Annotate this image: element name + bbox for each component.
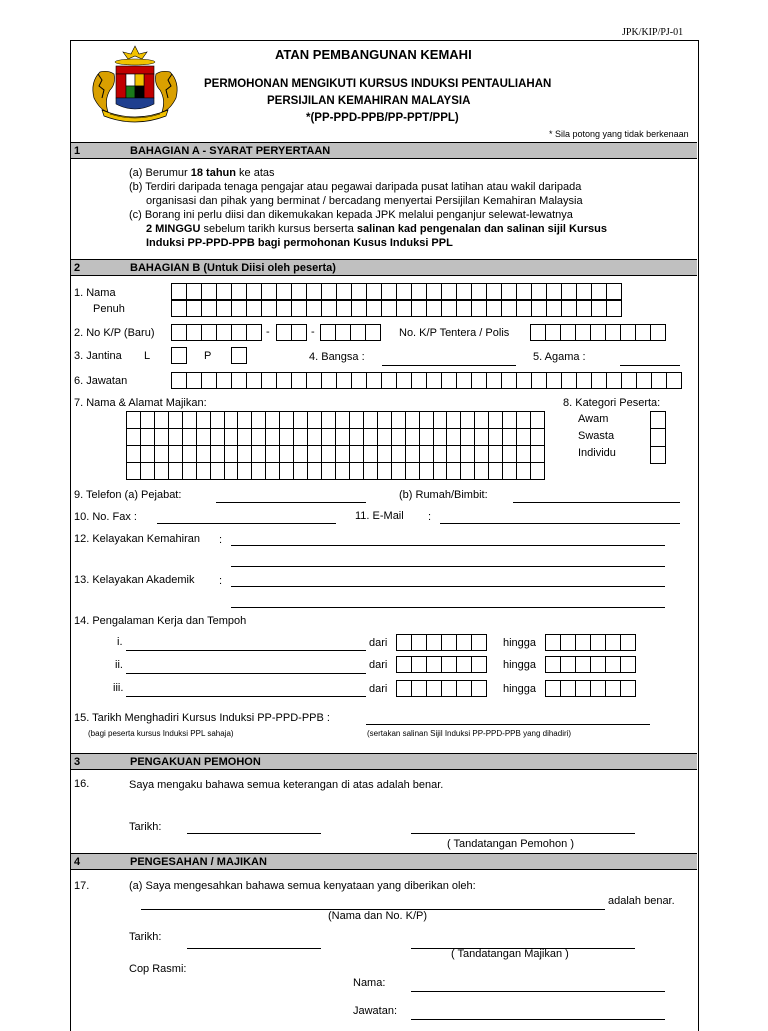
employer-signature-label: ( Tandatangan Majikan ): [451, 948, 569, 960]
category-individu: Individu: [578, 447, 616, 459]
category-boxes[interactable]: [650, 411, 666, 464]
strike-note: * Sila potong yang tidak berkenaan: [549, 129, 689, 139]
employer-address-grid[interactable]: [126, 411, 545, 480]
gender-l-box[interactable]: [171, 347, 187, 364]
section-2-title: BAHAGIAN B (Untuk Diisi oleh peserta): [130, 262, 336, 274]
section-2-number: 2: [74, 262, 81, 274]
employer-name-line[interactable]: [411, 991, 665, 992]
position-label: 6. Jawatan: [74, 375, 128, 387]
category-label: 8. Kategori Peserta:: [563, 397, 661, 409]
requirement-b-line2: organisasi dan pihak yang berminat / bercadang menyertai Persijilan Kemahiran Malaysia: [146, 195, 583, 207]
experience-1-dari: dari: [369, 637, 388, 649]
phone-label: 9. Telefon (a) Pejabat:: [74, 489, 182, 501]
section-4-title: PENGESAHAN / MAJIKAN: [130, 856, 267, 868]
applicant-declaration: Saya mengaku bahawa semua keterangan di atas adalah benar.: [129, 779, 444, 791]
home-phone-line[interactable]: [513, 502, 680, 503]
applicant-signature-line[interactable]: [411, 833, 635, 834]
category-swasta: Swasta: [578, 430, 615, 442]
experience-1-label: i.: [117, 636, 123, 648]
requirement-c-line3: Induksi PP-PPD-PPB bagi permohonan Kusus Induksi PPL: [146, 237, 453, 249]
category-awam: Awam: [578, 413, 609, 425]
section-1-number: 1: [74, 145, 81, 157]
employer-position-line[interactable]: [411, 1019, 665, 1020]
induction-date-line[interactable]: [366, 724, 650, 725]
requirement-c-line1: (c) Borang ini perlu diisi dan dikemukakan kepada JPK melalui penganjur selewat-lewatnya: [129, 209, 573, 221]
experience-label: 14. Pengalaman Kerja dan Tempoh: [74, 615, 247, 627]
item-16-number: 16.: [74, 778, 90, 790]
race-line[interactable]: [382, 365, 516, 366]
form-title-line1: PERMOHONAN MENGIKUTI KURSUS INDUKSI PENTAULIAHAN: [204, 78, 552, 90]
academic-qualification-label: 13. Kelayakan Akademik: [74, 574, 195, 586]
experience-1-from-boxes[interactable]: [396, 634, 487, 651]
employer-position-label: Jawatan:: [353, 1005, 398, 1017]
experience-2-to-boxes[interactable]: [545, 656, 636, 673]
section-3-number: 3: [74, 756, 81, 768]
requirement-c-line2: 2 MINGGU sebelum tarikh kursus berserta salinan kad pengenalan dan salinan sijil Kursus: [146, 223, 607, 235]
full-name-boxes-row2[interactable]: [171, 300, 622, 317]
ic-part1-boxes[interactable]: [171, 324, 262, 341]
experience-1-to-boxes[interactable]: [545, 634, 636, 651]
ic-dash-1: -: [266, 326, 270, 338]
experience-2-line[interactable]: [126, 673, 366, 674]
academic-line-1[interactable]: [231, 586, 665, 587]
full-name-boxes-row1[interactable]: [171, 283, 622, 300]
agency-name: ATAN PEMBANGUNAN KEMAHI: [275, 47, 472, 62]
coat-of-arms-emblem: [80, 44, 190, 126]
employer-date-label: Tarikh:: [129, 931, 162, 943]
academic-line-2[interactable]: [231, 607, 665, 608]
employer-certification: (a) Saya mengesahkan bahawa semua kenyataan yang diberikan oleh:: [129, 880, 476, 892]
experience-3-from-boxes[interactable]: [396, 680, 487, 697]
gender-p-box[interactable]: [231, 347, 247, 364]
skill-qualification-label: 12. Kelayakan Kemahiran: [74, 533, 200, 545]
form-title-line2: PERSIJILAN KEMAHIRAN MALAYSIA: [267, 95, 471, 107]
gender-label: 3. Jantina: [74, 350, 122, 362]
applicant-date-line[interactable]: [187, 833, 321, 834]
home-phone-label: (b) Rumah/Bimbit:: [399, 489, 488, 501]
document-code: JPK/KIP/PJ-01: [622, 27, 684, 38]
experience-3-line[interactable]: [126, 696, 366, 697]
name-label: 1. Nama: [74, 287, 116, 299]
item-17-number: 17.: [74, 880, 90, 892]
military-ic-label: No. K/P Tentera / Polis: [399, 327, 510, 339]
military-ic-boxes[interactable]: [530, 324, 666, 341]
name-label-2: Penuh: [93, 303, 125, 315]
skill-line-1[interactable]: [231, 545, 665, 546]
applicant-date-label: Tarikh:: [129, 821, 162, 833]
gender-l-label: L: [144, 350, 151, 362]
ic-part3-boxes[interactable]: [320, 324, 381, 341]
position-boxes[interactable]: [171, 372, 682, 389]
ic-dash-2: -: [311, 326, 315, 338]
official-stamp-label: Cop Rasmi:: [129, 963, 187, 975]
applicant-signature-label: ( Tandatangan Pemohon ): [447, 838, 574, 850]
experience-3-dari: dari: [369, 683, 388, 695]
induction-date-note-2: (sertakan salinan Sijil Induksi PP-PPD-PPB yang dihadiri): [367, 729, 572, 738]
academic-colon: :: [219, 575, 223, 587]
induction-date-label: 15. Tarikh Menghadiri Kursus Induksi PP-PPD-PPB :: [74, 712, 330, 724]
experience-2-dari: dari: [369, 659, 388, 671]
ic-label: 2. No K/P (Baru): [74, 327, 155, 339]
employer-label: 7. Nama & Alamat Majikan:: [74, 397, 207, 409]
experience-1-hingga: hingga: [503, 637, 537, 649]
gender-p-label: P: [204, 350, 212, 362]
requirement-b-line1: (b) Terdiri daripada tenaga pengajar atau pegawai daripada pusat latihan atau wakil daripada: [129, 181, 582, 193]
email-label: 11. E-Mail: [355, 510, 404, 522]
experience-1-line[interactable]: [126, 650, 366, 651]
experience-2-from-boxes[interactable]: [396, 656, 487, 673]
employer-date-line[interactable]: [187, 948, 321, 949]
experience-2-label: ii.: [115, 659, 123, 671]
office-phone-line[interactable]: [216, 502, 366, 503]
experience-3-to-boxes[interactable]: [545, 680, 636, 697]
race-label: 4. Bangsa :: [309, 351, 365, 363]
fax-line[interactable]: [157, 523, 336, 524]
skill-colon: :: [219, 534, 223, 546]
email-colon: :: [428, 511, 432, 523]
section-4-number: 4: [74, 856, 81, 868]
employer-name-label: Nama:: [353, 977, 386, 989]
experience-3-label: iii.: [113, 682, 124, 694]
religion-label: 5. Agama :: [533, 351, 586, 363]
experience-2-hingga: hingga: [503, 659, 537, 671]
form-title-line3: *(PP-PPD-PPB/PP-PPT/PPL): [306, 112, 459, 124]
certification-benar: adalah benar.: [608, 895, 675, 907]
section-3-title: PENGAKUAN PEMOHON: [130, 756, 261, 768]
skill-line-2[interactable]: [231, 566, 665, 567]
induction-date-note: (bagi peserta kursus Induksi PPL sahaja): [88, 729, 234, 738]
requirement-a: (a) Berumur 18 tahun ke atas: [129, 167, 275, 179]
name-ic-caption: (Nama dan No. K/P): [328, 910, 428, 922]
ic-part2-boxes[interactable]: [276, 324, 307, 341]
experience-3-hingga: hingga: [503, 683, 537, 695]
section-1-title: BAHAGIAN A - SYARAT PERYERTAAN: [130, 145, 331, 157]
email-line[interactable]: [440, 523, 680, 524]
fax-label: 10. No. Fax :: [74, 511, 137, 523]
religion-line[interactable]: [620, 365, 680, 366]
